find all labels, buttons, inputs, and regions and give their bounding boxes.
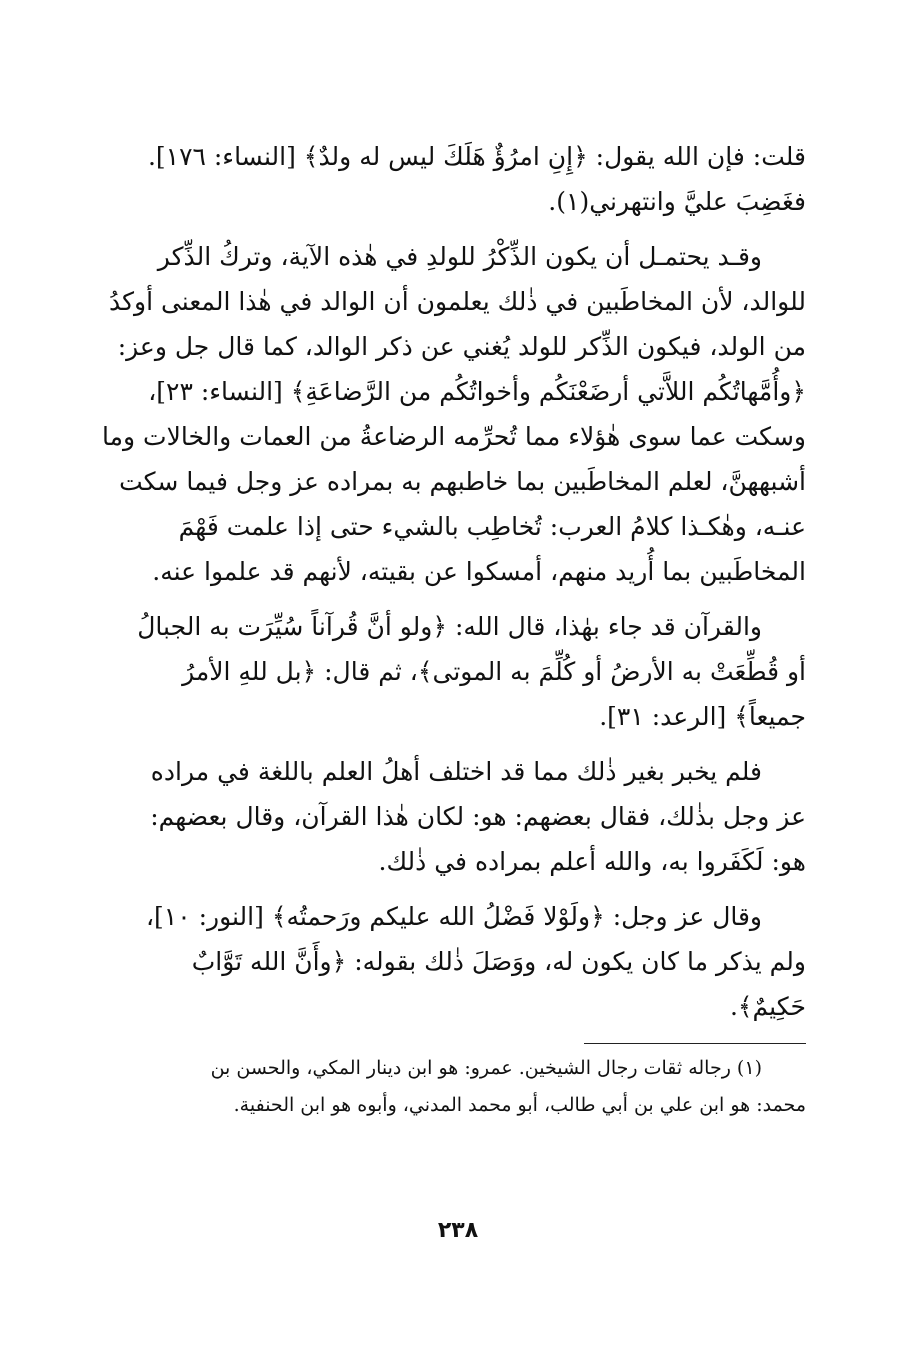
- paragraph-5: [86, 894, 806, 1029]
- text-line: ﴿وأُمَّهاتُكُم اللاَّتي أرضَعْنَكُم وأخواتُكُم من الرَّضاعَةِ﴾ [النساء: ٢٣]،: [148, 377, 806, 406]
- text-line: أو قُطِّعَتْ به الأرضُ أو كُلِّمَ به الموتى﴾، ثم قال: ﴿بل للهِ الأمرُ: [182, 657, 806, 686]
- text-line: حَكِيمٌ﴾.: [729, 992, 806, 1021]
- text-line: جميعاً﴾ [الرعد: ٣١].: [599, 702, 806, 731]
- text-line: وقـد يحتمـل أن يكون الذِّكْرُ للولدِ في هٰذه الآية، وتركُ الذِّكر: [157, 242, 762, 271]
- paragraph-2: [86, 234, 806, 594]
- text-line: والقرآن قد جاء بهٰذا، قال الله: ﴿ولو أنَّ قُرآناً سُيِّرَت به الجبالُ: [137, 612, 762, 641]
- text-line: المخاطَبين بما أُريد منهم، أمسكوا عن بقيته، لأنهم قد علموا عنه.: [152, 557, 806, 586]
- page-number: ٢٣٨: [437, 1218, 479, 1243]
- text-line: للوالد، لأن المخاطَبين في ذٰلك يعلمون أن الوالد في هٰذا المعنى أوكدُ: [108, 287, 806, 316]
- footnote-line: محمد: هو ابن علي بن أبي طالب، أبو محمد المدني، وأبوه هو ابن الحنفية.: [233, 1094, 806, 1116]
- text-line: من الولد، فيكون الذِّكر للولد يُغني عن ذكر الوالد، كما قال جل وعز:: [117, 332, 806, 361]
- text-line: قلت: فإن الله يقول: ﴿إِنِ امرُؤٌ هَلَكَ ليس له ولدٌ﴾ [النساء: ١٧٦].: [147, 142, 806, 171]
- text-line: فغَضِبَ عليَّ وانتهرني(١).: [548, 187, 806, 216]
- paragraph-4: [86, 749, 806, 884]
- text-line: ولم يذكر ما كان يكون له، ووَصَلَ ذٰلك بقوله: ﴿وأَنَّ الله تَوَّابٌ: [191, 947, 806, 976]
- text-line: وسكت عما سوى هٰؤلاء مما تُحرِّمه الرضاعةُ من العمات والخالات وما: [102, 422, 806, 451]
- page-body: [86, 134, 806, 1254]
- text-line: عنـه، وهٰكـذا كلامُ العرب: تُخاطِب بالشيء حتى إذا علمت فَهْمَ: [178, 512, 806, 541]
- paragraph-3: [86, 604, 806, 739]
- text-line: عز وجل بذٰلك، فقال بعضهم: هو: لكان هٰذا القرآن، وقال بعضهم:: [150, 802, 806, 831]
- paragraph-1: [86, 134, 806, 224]
- text-line: أشبههنَّ، لعلم المخاطَبين بما خاطبهم به بمراده عز وجل فيما سكت: [119, 467, 806, 496]
- footnote-line: (١) رجاله ثقات رجال الشيخين. عمرو: هو ابن دينار المكي، والحسن بن: [210, 1057, 762, 1079]
- text-line: هو: لَكَفَروا به، والله أعلم بمراده في ذٰلك.: [378, 847, 806, 876]
- footnote: [86, 1050, 806, 1124]
- text-line: فلم يخبر بغير ذٰلك مما قد اختلف أهلُ العلم باللغة في مراده: [150, 757, 762, 786]
- footnote-divider: [584, 1043, 806, 1044]
- text-line: وقال عز وجل: ﴿ولَوْلا فَضْلُ الله عليكم ورَحمتُه﴾ [النور: ١٠]،: [145, 902, 762, 931]
